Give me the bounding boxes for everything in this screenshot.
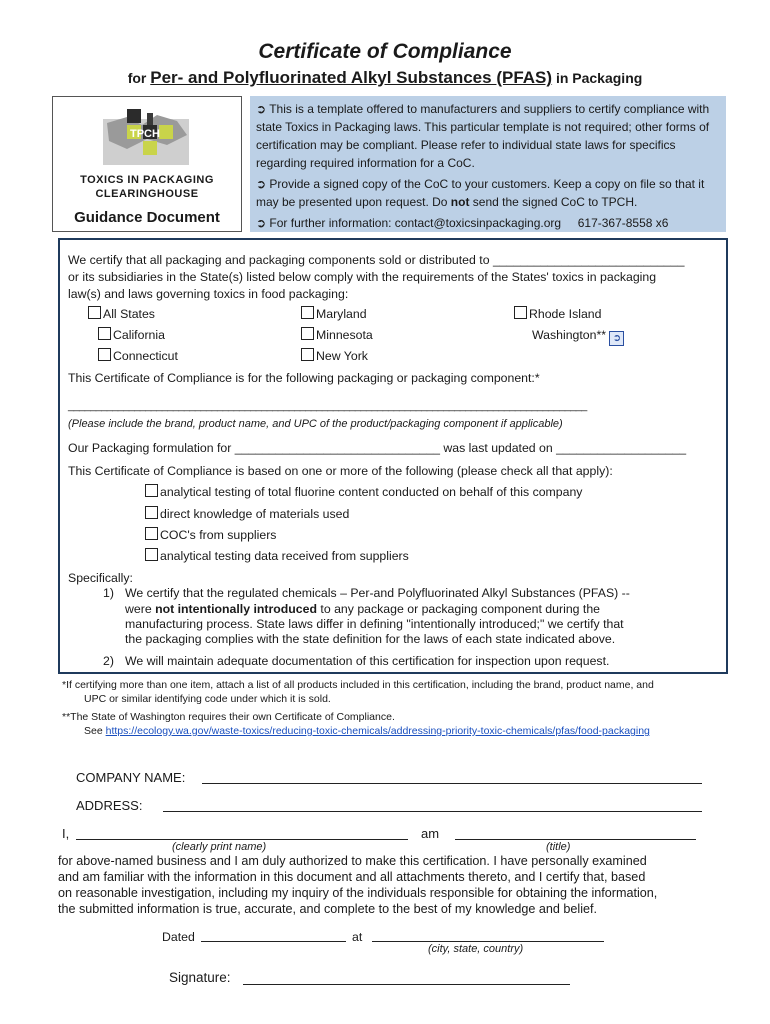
print-name-field[interactable] xyxy=(76,827,408,840)
address-field[interactable] xyxy=(163,799,702,812)
state-all-states[interactable] xyxy=(88,306,155,323)
subtitle-in-packaging: in Packaging xyxy=(555,70,643,86)
footnote-2b xyxy=(84,724,650,739)
statement-1b-pre: were xyxy=(125,602,156,616)
company-name-field[interactable] xyxy=(202,771,702,784)
checkbox[interactable] xyxy=(514,306,527,319)
footnote-2b-pre: See xyxy=(84,725,106,737)
certify-line-2: or its subsidiaries in the State(s) listed below comply with the requirements of the States' toxics in packaging xyxy=(68,270,657,284)
print-name-hint: (clearly print name) xyxy=(172,841,267,853)
statement-1c: manufacturing process. State laws differ in defining "intentionally introduced;" we certify that xyxy=(125,617,624,631)
checkbox[interactable] xyxy=(98,348,111,361)
guidance-document-label: Guidance Document xyxy=(74,209,220,226)
statement-1b-post: to any package or packaging component during the xyxy=(316,602,601,616)
subtitle-for: for xyxy=(127,70,147,86)
state-connecticut[interactable] xyxy=(98,348,178,365)
document-title: Certificate of Compliance xyxy=(258,40,512,63)
logo-line-1: TOXICS IN PACKAGING xyxy=(80,174,214,186)
state-label: California xyxy=(113,328,165,342)
item-number-2: 2) xyxy=(103,654,114,668)
info-paragraph-2 xyxy=(256,175,720,211)
certify-line-1: We certify that all packaging and packaging components sold or distributed to ____________________________ xyxy=(68,253,685,267)
state-label: All States xyxy=(103,307,155,321)
checkbox[interactable] xyxy=(98,327,111,340)
state-label: Maryland xyxy=(316,307,367,321)
packaging-component-blank[interactable]: ______________________________________________________________________________________________ xyxy=(68,400,587,412)
statement-1a: We certify that the regulated chemicals – Per-and Polyfluorinated Alkyl Substances (PFAS) -- xyxy=(125,586,630,600)
dated-label: Dated xyxy=(162,930,195,944)
checkbox[interactable] xyxy=(145,527,158,540)
info-paragraph-1 xyxy=(256,100,720,172)
attestation-line-2: and am familiar with the information in this document and all attachments thereto, and I certify that, based xyxy=(58,870,646,884)
logo-name xyxy=(53,173,241,201)
info-text-1: This is a template offered to manufacturers and suppliers to certify compliance with state Toxics in Packaging laws. This particular template is not required; other forms of certification may be compliant. Please refer to individual state laws for specifics regarding required information for a CoC. xyxy=(256,102,710,170)
washington-link-icon[interactable]: ➲ xyxy=(609,331,624,346)
title-field[interactable] xyxy=(455,827,696,840)
checkbox[interactable] xyxy=(145,506,158,519)
document-subtitle xyxy=(0,68,770,88)
info-text-2-bold: not xyxy=(450,195,470,209)
basis-option-label: direct knowledge of materials used xyxy=(160,507,350,521)
basis-line: This Certificate of Compliance is based on one or more of the following (please check all that apply): xyxy=(68,464,613,478)
state-rhode-island[interactable] xyxy=(514,306,601,323)
state-label: Connecticut xyxy=(113,349,178,363)
attestation-line-4: the submitted information is true, accurate, and complete to the best of my knowledge and belief. xyxy=(58,902,598,916)
address-label: ADDRESS: xyxy=(76,798,143,813)
am-label: am xyxy=(421,826,440,841)
date-field[interactable] xyxy=(201,929,346,942)
arrow-icon: ➲ xyxy=(256,216,267,230)
statement-1b-bold: not intentionally introduced xyxy=(155,602,317,616)
basis-option-2[interactable] xyxy=(145,506,349,523)
statement-1d: the packaging complies with the state definition for the laws of each state indicated above. xyxy=(125,632,616,646)
state-label: New York xyxy=(316,349,368,363)
subtitle-subject: Per- and Polyfluorinated Alkyl Substances (PFAS) xyxy=(150,68,553,87)
checkbox[interactable] xyxy=(145,484,158,497)
location-hint: (city, state, country) xyxy=(428,943,524,955)
checkbox[interactable] xyxy=(301,348,314,361)
info-text-2c: send the signed CoC to TPCH. xyxy=(469,195,638,209)
state-new-york[interactable] xyxy=(301,348,368,365)
attestation-line-3: on reasonable investigation, including my inquiry of the individuals responsible for obtaining the information, xyxy=(58,886,658,900)
state-california[interactable] xyxy=(98,327,165,344)
info-text-3: For further information: contact@toxicsinpackaging.org 617-367-8558 x6 xyxy=(269,216,669,230)
at-label: at xyxy=(352,930,363,944)
basis-option-1[interactable] xyxy=(145,484,582,501)
title-hint: (title) xyxy=(546,841,571,853)
state-minnesota[interactable] xyxy=(301,327,373,344)
i-label: I, xyxy=(62,826,70,841)
basis-option-4[interactable] xyxy=(145,548,409,565)
state-label: Washington** xyxy=(532,328,607,342)
arrow-icon: ➲ xyxy=(256,102,267,116)
arrow-icon: ➲ xyxy=(256,177,267,191)
logo-badge-text: TPCH xyxy=(130,128,160,140)
statement-2: We will maintain adequate documentation of this certification for inspection upon request. xyxy=(125,654,610,668)
basis-option-label: COC's from suppliers xyxy=(160,528,277,542)
logo-box xyxy=(52,96,242,232)
specifically-label: Specifically: xyxy=(68,571,133,585)
footnote-2a: **The State of Washington requires their own Certificate of Compliance. xyxy=(62,711,395,723)
state-maryland[interactable] xyxy=(301,306,367,323)
basis-option-label: analytical testing of total fluorine content conducted on behalf of this company xyxy=(160,485,583,499)
packaging-note: (Please include the brand, product name, and UPC of the product/packaging component if applicable) xyxy=(68,418,563,430)
packaging-component-line: This Certificate of Compliance is for the following packaging or packaging component:* xyxy=(68,371,540,385)
checkbox[interactable] xyxy=(88,306,101,319)
footnote-1a: *If certifying more than one item, attach a list of all products included in this certification, including the brand, product name, and xyxy=(62,679,654,691)
certify-line-3: law(s) and laws governing toxics in food packaging: xyxy=(68,287,349,301)
checkbox[interactable] xyxy=(301,306,314,319)
checkbox[interactable] xyxy=(301,327,314,340)
info-paragraph-3 xyxy=(256,214,720,232)
info-box xyxy=(250,96,726,232)
footnote-1b: UPC or similar identifying code under which it is sold. xyxy=(84,693,331,705)
washington-ecology-link[interactable]: https://ecology.wa.gov/waste-toxics/reducing-toxic-chemicals/addressing-priority-toxic-chemicals/pfas/food-packaging xyxy=(105,725,650,737)
signature-label: Signature: xyxy=(169,970,231,985)
logo-line-2: CLEARINGHOUSE xyxy=(95,188,199,200)
info-text-2a: Provide a signed copy of the CoC to your customers. Keep a copy on file so that it may be presented upon request. Do xyxy=(256,177,705,209)
formulation-line[interactable]: Our Packaging formulation for ______________________________ was last updated on ___________________ xyxy=(68,441,687,455)
company-name-label: COMPANY NAME: xyxy=(76,770,186,785)
basis-option-3[interactable] xyxy=(145,527,276,544)
item-number-1: 1) xyxy=(103,586,114,600)
attestation-line-1: for above-named business and I am duly authorized to make this certification. I have personally examined xyxy=(58,854,647,868)
checkbox[interactable] xyxy=(145,548,158,561)
location-field[interactable] xyxy=(372,929,604,942)
state-label: Minnesota xyxy=(316,328,373,342)
signature-field[interactable] xyxy=(243,972,570,985)
tpch-logo-icon xyxy=(97,105,197,173)
state-washington xyxy=(532,327,624,346)
basis-option-label: analytical testing data received from suppliers xyxy=(160,549,409,563)
state-label: Rhode Island xyxy=(529,307,602,321)
